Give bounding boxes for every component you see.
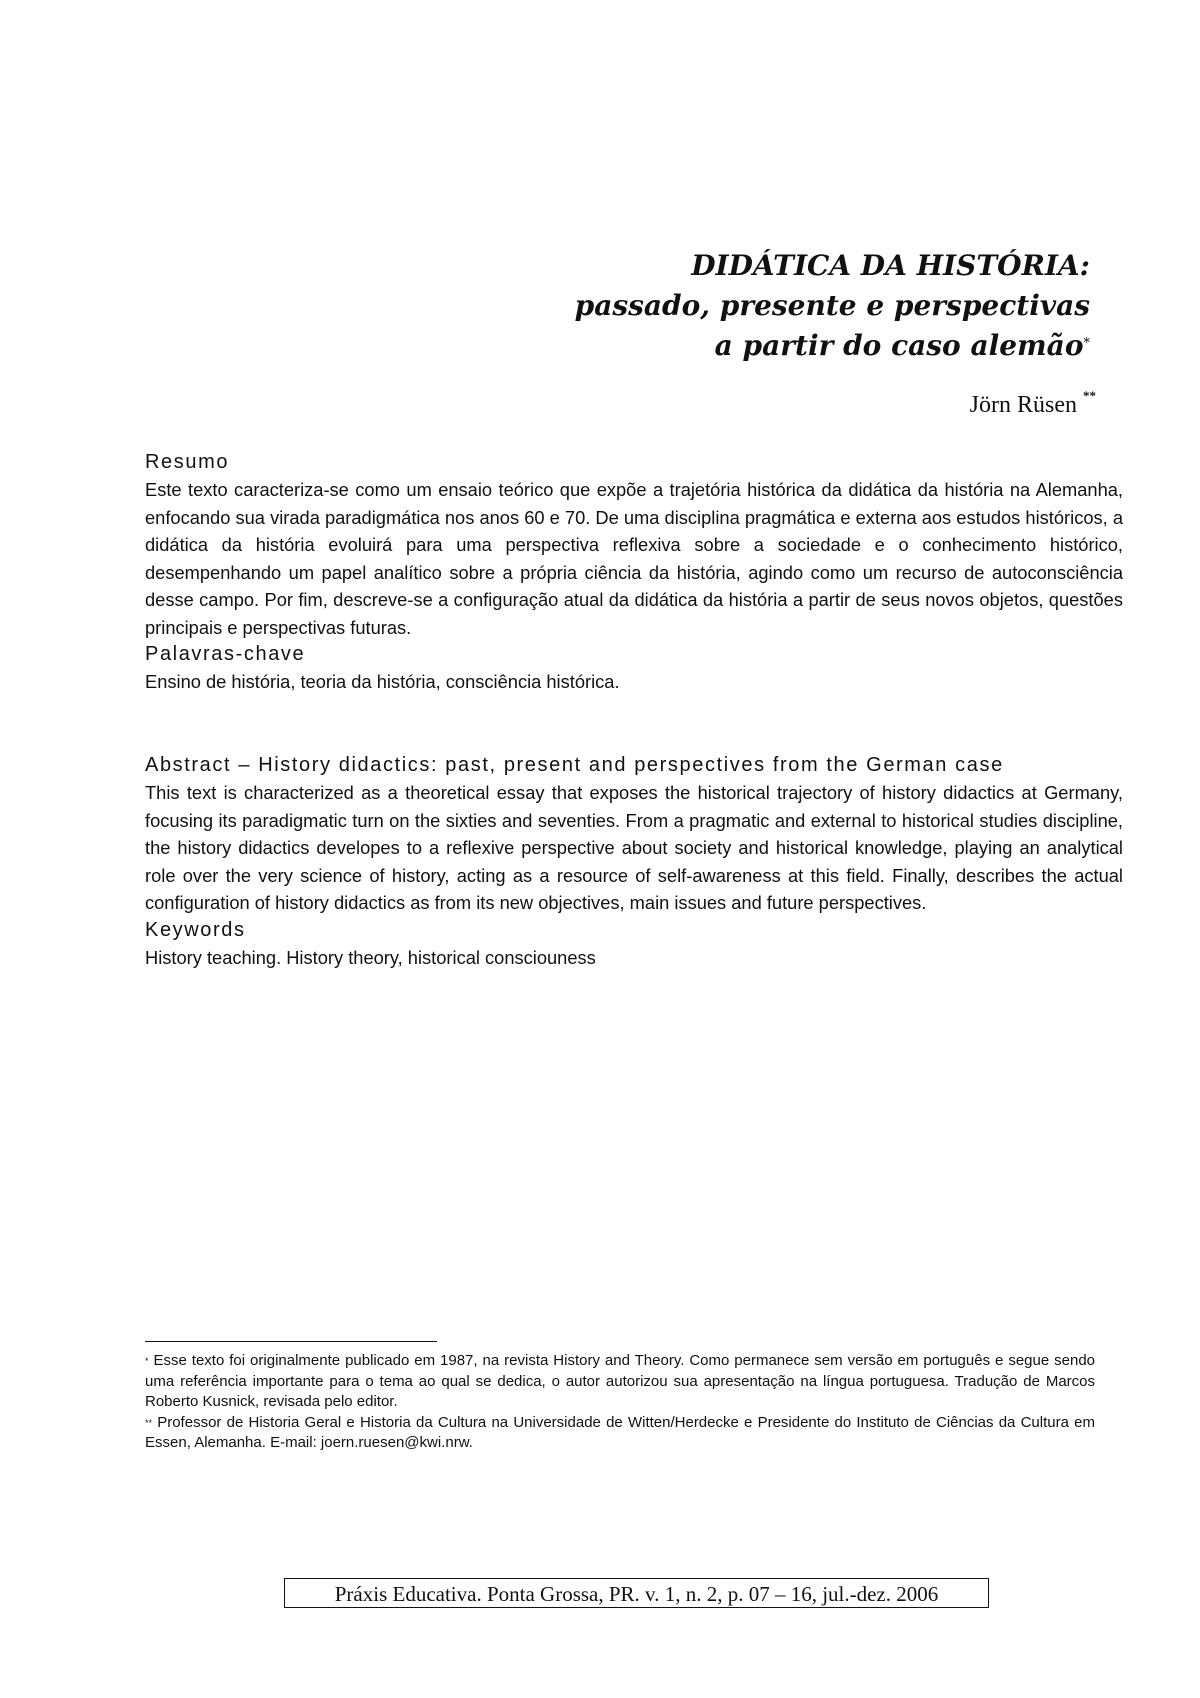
footnote-1-mark: * bbox=[145, 1356, 149, 1366]
author bbox=[969, 388, 1096, 419]
article-title bbox=[390, 246, 1090, 366]
resumo-section bbox=[145, 449, 1123, 695]
footnotes bbox=[145, 1351, 1095, 1454]
title-line-3 bbox=[390, 326, 1090, 366]
author-name: Jörn Rüsen bbox=[969, 392, 1077, 418]
abstract-heading: Abstract – History didactics: past, present and perspectives from the German case bbox=[145, 754, 1004, 776]
title-line-3-text: a partir do caso alemão bbox=[714, 329, 1084, 362]
abstract-section bbox=[145, 752, 1123, 971]
footnote-2-mark: ** bbox=[145, 1417, 153, 1428]
palavras-chave-text: Ensino de história, teoria da história, consciência histórica. bbox=[145, 671, 620, 692]
abstract-text: This text is characterized as a theoretical essay that exposes the historical trajectory of history didactics at Germany, focusing its paradigmatic turn on the sixties and seventies. From a pragmatic and external to historical studies discipline, the history didactics developes to a reflexive perspective about society and historical knowledge, playing an analytical role over the very science of history, acting as a resource of self-awareness at this field. Finally, describes the actual configuration of history didactics as from its new objectives, main issues and future perspectives. bbox=[145, 782, 1123, 913]
keywords-text: History teaching. History theory, historical consciouness bbox=[145, 946, 596, 968]
footnote-1-text: Esse texto foi originalmente publicado em 1987, na revista History and Theory. Como permanece sem versão em português e segue sendo uma referência importante para o tema ao qual se dedica, o autor autorizou sua apresentação na língua portuguesa. Tradução de Marcos Roberto Kusnick, revisada pelo editor. bbox=[145, 1352, 1096, 1410]
footnote-2-text: Professor de Historia Geral e Historia da Cultura na Universidade de Witten/Herdecke e Presidente do Instituto de Ciências da Cultura em Essen, Alemanha. E-mail: joern.ruesen@kwi.nrw. bbox=[145, 1413, 1095, 1451]
title-footnote-mark: * bbox=[1083, 336, 1090, 351]
footnote-separator bbox=[145, 1341, 437, 1342]
keywords-heading: Keywords bbox=[145, 918, 246, 941]
resumo-heading: Resumo bbox=[145, 451, 230, 473]
title-line-1: DIDÁTICA DA HISTÓRIA: bbox=[691, 249, 1090, 282]
footnote-2 bbox=[145, 1413, 1095, 1454]
footnote-1 bbox=[145, 1351, 1095, 1413]
author-footnote-mark: ** bbox=[1083, 388, 1096, 403]
title-line-2: passado, presente e perspectivas bbox=[574, 289, 1090, 322]
journal-reference: Práxis Educativa. Ponta Grossa, PR. v. 1, n. 2, p. 07 – 16, jul.-dez. 2006 bbox=[284, 1578, 989, 1608]
resumo-text: Este texto caracteriza-se como um ensaio teórico que expõe a trajetória histórica da didática da história na Alemanha, enfocando sua virada paradigmática nos anos 60 e 70. De uma disciplina pragmática e externa aos estudos históricos, a didática da história evoluirá para uma perspectiva reflexiva sobre a sociedade e o conhecimento histórico, desempenhando um papel analítico sobre a própria ciência da história, agindo como um recurso de autoconsciência desse campo. Por fim, descreve-se a configuração atual da didática da história a partir de seus novos objetos, questões principais e perspectivas futuras. bbox=[145, 479, 1123, 638]
palavras-chave-heading: Palavras-chave bbox=[145, 643, 306, 665]
